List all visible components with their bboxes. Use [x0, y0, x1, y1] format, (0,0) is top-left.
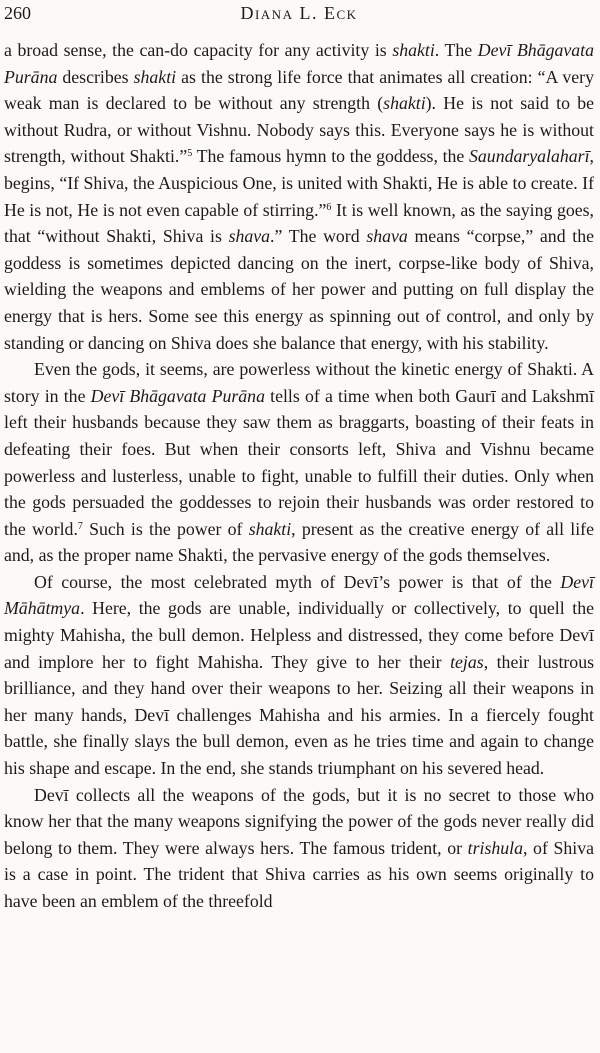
- paragraph: [4, 782, 594, 915]
- text-run: .” The word: [270, 226, 367, 247]
- page-header: [4, 3, 594, 29]
- text-run: as the strong life force that animates all creation: “A very weak man is declared to be without any strength (: [4, 66, 594, 114]
- italic-term: shakti: [392, 40, 435, 60]
- italic-term: shakti: [133, 66, 177, 87]
- text-run: Such is the power of: [82, 518, 249, 539]
- text-run: The famous hymn to the goddess, the: [192, 146, 470, 167]
- italic-term: shakti: [248, 518, 292, 539]
- italic-term: shava: [366, 226, 408, 247]
- text-run: Of course, the most celebrated myth of Devī’s power is that of the: [34, 571, 561, 592]
- text-run: a broad sense, the can-do capacity for any activity is: [4, 40, 393, 60]
- italic-term: shakti: [383, 93, 426, 114]
- text-run: , present as the creative energy of all life and, as the proper name Shakti, the pervasive energy of the gods themselves.: [4, 518, 594, 566]
- text-run: describes: [57, 66, 134, 87]
- paragraph: [4, 37, 594, 356]
- paragraph: [4, 569, 594, 782]
- italic-term: shava: [228, 226, 271, 247]
- text-run: , of Shiva is a case in point. The trident that Shiva carries as his own seems originally to have been an emblem of the threefold: [4, 837, 594, 911]
- footnote-ref: 5: [187, 148, 193, 160]
- text-run: . Here, the gods are unable, individually or collectively, to quell the mighty Mahisha, the bull demon. Helpless and distressed, they come before Devī and implore her to fight Mahisha. They give to her their: [4, 598, 594, 672]
- text-run: tells of a time when both Gaurī and Lakshmī left their husbands because they saw them as braggarts, boasting of their feats in defeating their foes. But when their consorts left, Shiva and Vishnu became powerless and lusterless, unable to fight, unable to fulfill their duties. Only when the gods persuaded the goddesses to rejoin their husbands was order restored to the world.: [4, 385, 595, 539]
- italic-term: Devī Māhātmya: [4, 571, 594, 619]
- italic-term: trishula: [467, 837, 523, 858]
- body-text: [4, 37, 594, 915]
- text-run: It is well known, as the saying goes, that “without Shakti, Shiva is: [4, 199, 594, 247]
- text-run: Even the gods, it seems, are powerless without the kinetic energy of Shakti. A story in the: [4, 359, 594, 406]
- italic-term: Devī Bhāgavata Purāna: [4, 40, 594, 87]
- italic-term: tejas: [450, 651, 484, 672]
- text-run: , their lustrous brilliance, and they hand over their weapons to her. Seizing all their weapons in her many hands, Devī challenges Mahisha and his armies. In a fiercely fought battle, she finally slays the bull demon, even as he tries time and again to change his shape and escape. In the end, she stands triumphant on his severed head.: [4, 651, 595, 779]
- footnote-ref: 7: [77, 520, 83, 532]
- text-run: ). He is not said to be without Rudra, or without Vishnu. Nobody says this. Everyone says he is without strength, without Shakti.”: [4, 93, 594, 167]
- running-head: Diana L. Eck: [240, 3, 358, 23]
- text-run: , begins, “If Shiva, the Auspicious One, is united with Shakti, He is able to create. If He is not, He is not even capable of stirring.”: [4, 146, 594, 220]
- italic-term: Devī Bhāgavata Purāna: [90, 385, 265, 406]
- text-run: means “corpse,” and the goddess is sometimes depicted dancing on the inert, corpse-like body of Shiva, wielding the weapons and emblems of her power and putting on full display the energy that is hers. Some see this energy as spinning out of control, and only by standing or dancing on Shiva does she balance that energy, with his stability.: [4, 226, 594, 353]
- text-run: Devī collects all the weapons of the gods, but it is no secret to those who know her that the many weapons signifying the power of the gods never really did belong to them. They were always hers. The famous trident, or: [4, 784, 594, 858]
- italic-term: Saundaryalaharī: [469, 146, 590, 167]
- paragraph: [4, 356, 594, 569]
- footnote-ref: 6: [326, 201, 332, 213]
- text-run: . The: [434, 40, 478, 60]
- page-number: 260: [4, 3, 31, 23]
